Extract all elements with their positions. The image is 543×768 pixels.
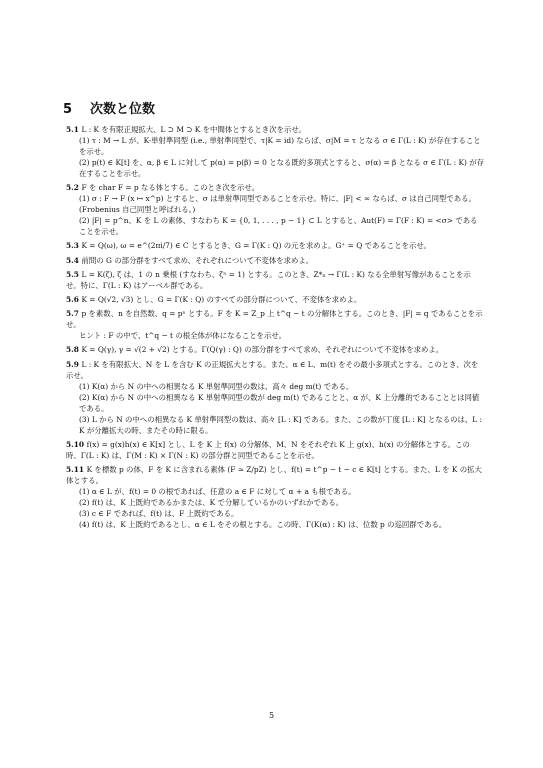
problem-text: K = Q(γ), γ = √(2 + √2) とする。Γ(Q(γ) : Q) の部分群をすべて求め、それぞれについて不変体を求めよ。: [81, 345, 444, 355]
problem-text: K = Q(√2, √3) とし、G = Γ(K : Q) のすべての部分群について、不変体を求めよ。: [81, 294, 362, 304]
sub-item: (3) L から N の中への相異なる K 単射準同型の数は、高々 [L : K] である。また、この数が丁度 [L : K] となるのは、L : K が分離拡大の時、またその時に限る。: [79, 414, 483, 435]
problem-number: 5.5: [66, 269, 82, 279]
problem-statement: [66, 240, 484, 251]
problem-5-9: [66, 359, 484, 436]
problem-text: 前問の G の部分群をすべて求め、それぞれについて不変体を求めよ。: [81, 255, 314, 265]
problem-list: [66, 124, 484, 533]
problem-statement: [66, 182, 484, 193]
problem-number: 5.8: [66, 345, 82, 355]
problem-number: 5.1: [66, 125, 82, 134]
problem-5-1: [66, 124, 484, 179]
problem-number: 5.4: [66, 255, 82, 265]
problem-number: 5.10: [66, 439, 87, 449]
sub-item: (1) σ : F → F (x ↦ x^p) とすると、σ は単射準同型であることを示せ。特に、|F| < ∞ ならば、σ は自己同型である。(Frobenius 自己同型と呼ばれる。): [79, 194, 476, 215]
problem-text: L : K を有限拡大、N を L を含む K の正規拡大とする。また、α ∈ L、m(t) をその最小多項式とする。このとき、次を示せ。: [66, 359, 479, 380]
problem-text: K を標数 p の体、F を K に含まれる素体 (F ≃ Z/pZ) とし、f(t) = t^p − t − c ∈ K[t] とする。また、L を K の拡大体とする。: [66, 464, 482, 485]
sub-item: (4) f(t) は、K 上既約であるとし、α ∈ L をその根とする。この時、Γ(K(α) : K) は、位数 p の巡回群である。: [79, 519, 447, 529]
problem-number: 5.7: [66, 309, 82, 319]
problem-statement: [66, 359, 484, 381]
problem-statement: [66, 124, 484, 135]
page-number: 5: [268, 711, 275, 720]
problem-number: 5.3: [66, 241, 82, 251]
problem-5-10: [66, 439, 484, 461]
problem-5-8: [66, 344, 484, 355]
problem-statement: [66, 464, 484, 486]
sub-item: (2) K(α) から N の中への相異なる K 単射準同型の数が deg m(t) であることと、α が、K 上分離的であることとは同値である。: [79, 392, 480, 413]
problem-number: 5.2: [66, 183, 82, 193]
problem-5-4: [66, 255, 484, 266]
problem-number: 5.11: [66, 464, 87, 474]
sub-item: (2) p(t) ∈ K[t] を、α, β ∈ L に対して p(α) = p(β) = 0 となる既約多項式とすると、σ(α) = β となる σ ∈ Γ(L : K) が存在することを示せ。: [79, 158, 485, 178]
problem-statement: [66, 308, 484, 330]
sub-item: ヒント : F の中で、t^q − t の根全体が体になることを示せ。: [79, 331, 286, 341]
problem-text: L : K を有限正規拡大、L ⊃ M ⊃ K を中間体とするとき次を示せ。: [81, 125, 306, 134]
section-number: 5: [63, 102, 73, 117]
problem-5-2: [66, 182, 484, 237]
sub-item: (2) f(t) は、K 上既約であるかまたは、K で分解しているかのいずれかである。: [79, 497, 344, 507]
section-title: 次数と位数: [90, 102, 156, 117]
sub-item: (3) c ∈ F であれば、f(t) は、F 上既約である。: [79, 508, 239, 518]
problem-statement: [66, 294, 484, 305]
sub-item: (2) |F| = p^n、K を L の素体、すなわち K = {0, 1, . . . , p − 1} ⊂ L とすると、Aut(F) = Γ(F : K) = <σ> であることを示せ。: [79, 216, 478, 237]
problem-text: K = Q(ω), ω = e^(2πi/7) ∈ C とするとき、G = Γ(K : Q) の元を求めよ。G⁺ = Q であることを示せ。: [81, 241, 431, 251]
problem-statement: [66, 344, 484, 355]
sub-item: (1) τ : M → L が、K-単射準同型 (i.e., 単射準同型で、τ|K = id) ならば、σ|M = τ となる σ ∈ Γ(L : K) が存在することを示せ。: [79, 136, 481, 156]
sub-item: (1) K(α) から N の中への相異なる K 単射準同型の数は、高々 deg m(t) である。: [79, 381, 354, 391]
problem-text: p を素数、n を自然数、q = pⁿ とする。F を K = Z_p 上 t^q − t の分解体とする。このとき、|F| = q であることを示せ。: [66, 309, 483, 330]
problem-5-11: [66, 464, 484, 530]
problem-5-3: [66, 240, 484, 251]
problem-statement: [66, 439, 484, 461]
section-heading: [63, 98, 155, 117]
problem-number: 5.9: [66, 359, 82, 369]
problem-number: 5.6: [66, 294, 82, 304]
problem-text: f(x) = g(x)h(x) ∈ K[x] とし、L を K 上 f(x) の分解体、M、N をそれぞれ K 上 g(x)、h(x) の分解体とする。この時、Γ(L : K) は、Γ(M : K) × Γ(N : K) の部分群と同型であることを示せ。: [66, 439, 470, 460]
problem-5-7: [66, 308, 484, 341]
problem-text: L = K(ζ), ζ は、1 の n 乗根 (すなわち、ζⁿ = 1) とする。このとき、Z*ₙ → Γ(L : K) なる全単射写像があることを示せ。特に、Γ(L : K) はアーベル群である。: [66, 269, 471, 290]
problem-statement: [66, 255, 484, 266]
problem-5-5: [66, 269, 484, 291]
sub-item: (1) α ∈ L が、f(t) = 0 の根であれば、任意の a ∈ F に対して α + a も根である。: [79, 486, 356, 496]
problem-statement: [66, 269, 484, 291]
problem-5-6: [66, 294, 484, 305]
problem-text: F を char F = p なる体とする。このとき次を示せ。: [81, 183, 259, 193]
